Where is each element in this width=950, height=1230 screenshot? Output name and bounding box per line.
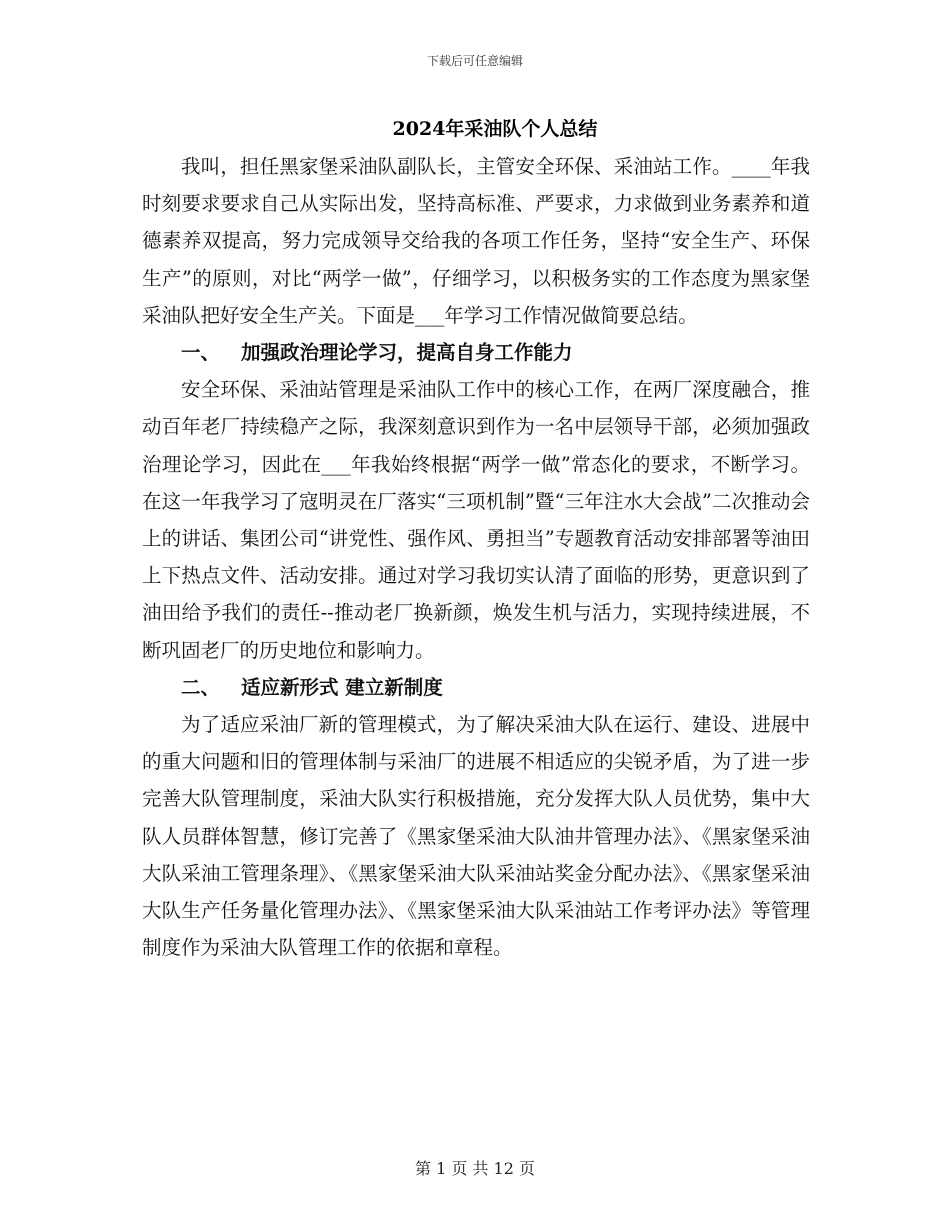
section-heading-1 [142,334,810,371]
page-number-footer: 第 1 页 共 12 页 [415,1159,535,1178]
document-body [142,148,810,966]
section-paragraph-1: 安全环保、采油站管理是采油队工作中的核心工作，在两厂深度融合，推动百年老厂持续稳产之际，我深刻意识到作为一名中层领导干部，必须加强政治理论学习，因此在___年我始终根据“两学一做”常态化的要求，不断学习。在这一年我学习了寇明灵在厂落实“三项机制”暨“三年注水大会战”二次推动会上的讲话、集团公司“讲党性、强作风、勇担当”专题教育活动安排部署等油田上下热点文件、活动安排。通过对学习我切实认清了面临的形势，更意识到了油田给予我们的责任--推动老厂换新颜，焕发生机与活力，实现持续进展，不断巩固老厂的历史地位和影响力。 [142,378,810,662]
section-number-1: 一、 [181,341,221,365]
section-title-1: 加强政治理论学习，提高自身工作能力 [241,341,573,365]
section-paragraph-2: 为了适应采油厂新的管理模式，为了解决采油大队在运行、建设、进展中的重大问题和旧的管理体制与采油厂的进展不相适应的尖锐矛盾，为了进一步完善大队管理制度，采油大队实行积极措施，充分发挥大队人员优势，集中大队人员群体智慧，修订完善了《黑家堡采油大队油井管理办法》、《黑家堡采油大队采油工管理条理》、《黑家堡采油大队采油站奖金分配办法》、《黑家堡采油大队生产任务量化管理办法》、《黑家堡采油大队采油站工作考评办法》等管理制度作为采油大队管理工作的依据和章程。 [142,713,810,960]
section-number-2: 二、 [181,675,221,699]
section-heading-2 [142,669,810,706]
section-title-2: 适应新形式 建立新制度 [241,675,443,699]
page-header-note: 下载后可任意编辑 [426,54,523,68]
document-title: 2024年采油队个人总结 [392,118,598,140]
intro-paragraph: 我叫，担任黑家堡采油队副队长，主管安全环保、采油站工作。____年我时刻要求要求自己从实际出发，坚持高标准、严要求，力求做到业务素养和道德素养双提高，努力完成领导交给我的各项工作任务，坚持“安全生产、环保生产”的原则，对比“两学一做”，仔细学习，以积极务实的工作态度为黑家堡采油队把好安全生产关。下面是___年学习工作情况做简要总结。 [142,155,810,327]
